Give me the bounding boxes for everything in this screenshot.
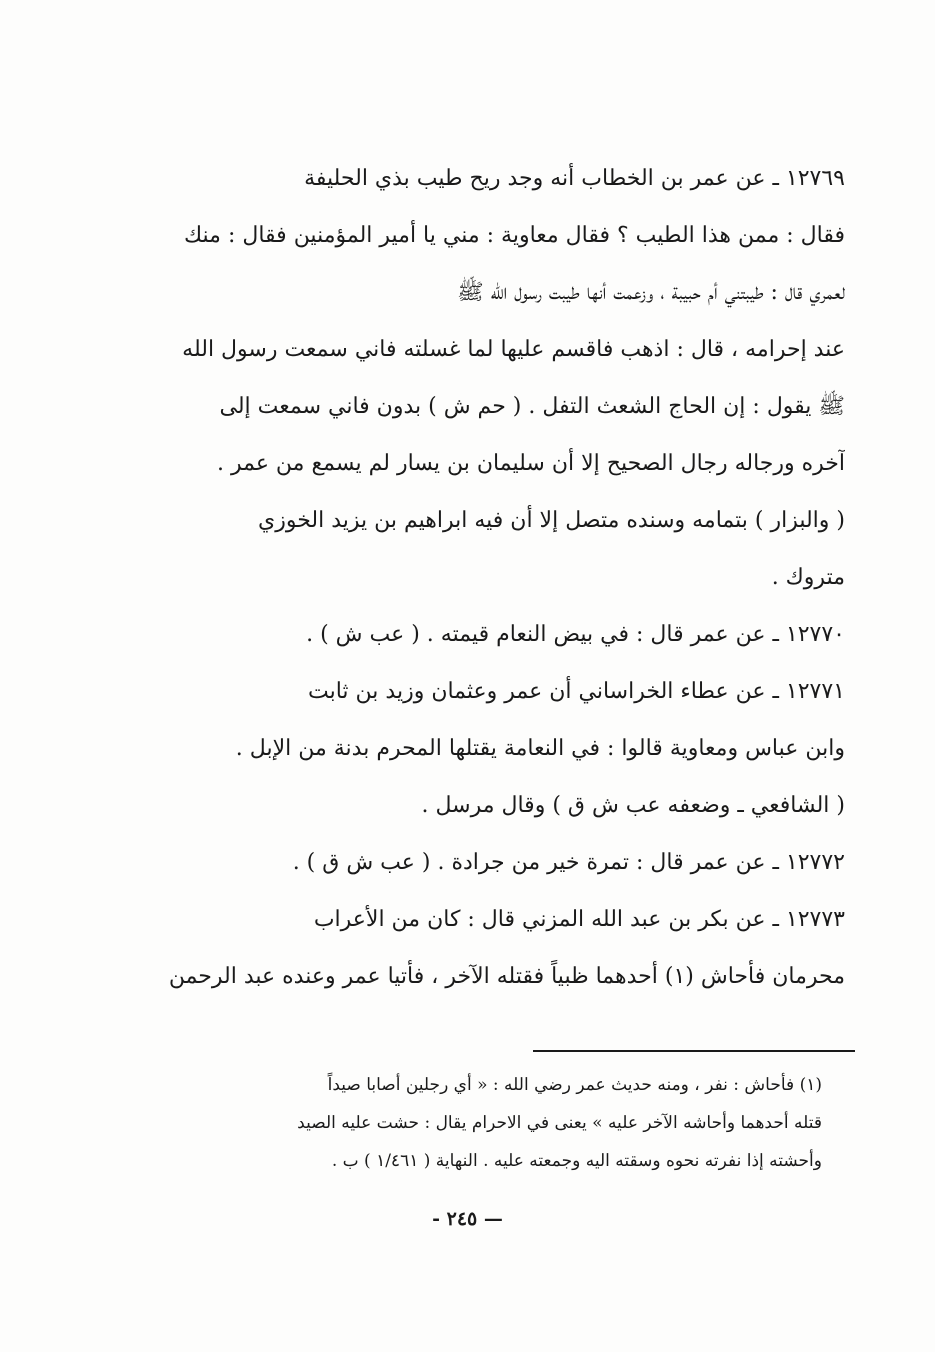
footnote-line: وأحشته إذا نفرته نحوه وسقته اليه وجمعته عليه . النهاية ( ١/٤٦١ ) ب .: [331, 1151, 822, 1171]
text-line: آخره ورجاله رجال الصحيح إلا أن سليمان بن يسار لم يسمع من عمر .: [216, 451, 845, 476]
text-line: متروك .: [771, 565, 845, 590]
footnote-line: (١) فأحاش : نفر ، ومنه حديث عمر رضي الله : « أي رجلين أصابا صيداً: [327, 1075, 822, 1095]
text-line: وابن عباس ومعاوية قالوا : في النعامة يقتلها المحرم بدنة من الإبل .: [235, 736, 845, 761]
text-line: ( والبزار ) بتمامه وسنده متصل إلا أن فيه ابراهيم بن يزيد الخوزي: [257, 508, 845, 533]
text-line: ﷺ يقول : إن الحاج الشعث التفل . ( حم ش ) بدون فاني سمعت إلى: [219, 394, 845, 419]
text-line: لعمري قال : طيبتني أم حبيبة ، وزعمت أنها طيبت رسول الله ﷺ: [457, 280, 845, 305]
text-line: ( الشافعي ـ وضعفه عب ش ق ) وقال مرسل .: [421, 793, 845, 818]
text-line: محرمان فأحاش (١) أحدهما ظبياً فقتله الآخر ، فأتيا عمر وعنده عبد الرحمن: [168, 964, 845, 989]
page-number: — ٢٤٥ -: [432, 1208, 503, 1230]
footnote-line: قتله أحدهما وأحاشه الآخر عليه » يعنى في الاحرام يقال : حشت عليه الصيد: [297, 1113, 822, 1133]
text-line: ١٢٧٦٩ ـ عن عمر بن الخطاب أنه وجد ريح طيب بذي الحليفة: [304, 166, 845, 191]
text-line: ١٢٧٧٠ ـ عن عمر قال : في بيض النعام قيمته . ( عب ش ) .: [306, 622, 845, 647]
text-line: ١٢٧٧٣ ـ عن بكر بن عبد الله المزني قال : كان من الأعراب: [313, 907, 845, 932]
text-line: فقال : ممن هذا الطيب ؟ فقال معاوية : مني يا أمير المؤمنين فقال : منك: [184, 223, 845, 248]
main-text-block: [140, 150, 845, 1005]
text-line: عند إحرامه ، قال : اذهب فاقسم عليها لما غسلته فاني سمعت رسول الله: [182, 337, 845, 362]
text-line: ١٢٧٧٢ ـ عن عمر قال : تمرة خير من جرادة . ( عب ش ق ) .: [292, 850, 845, 875]
text-line: ١٢٧٧١ ـ عن عطاء الخراساني أن عمر وعثمان وزيد بن ثابت: [308, 679, 845, 704]
footnote-block: [150, 1066, 822, 1180]
footnote-divider: [533, 1050, 855, 1052]
